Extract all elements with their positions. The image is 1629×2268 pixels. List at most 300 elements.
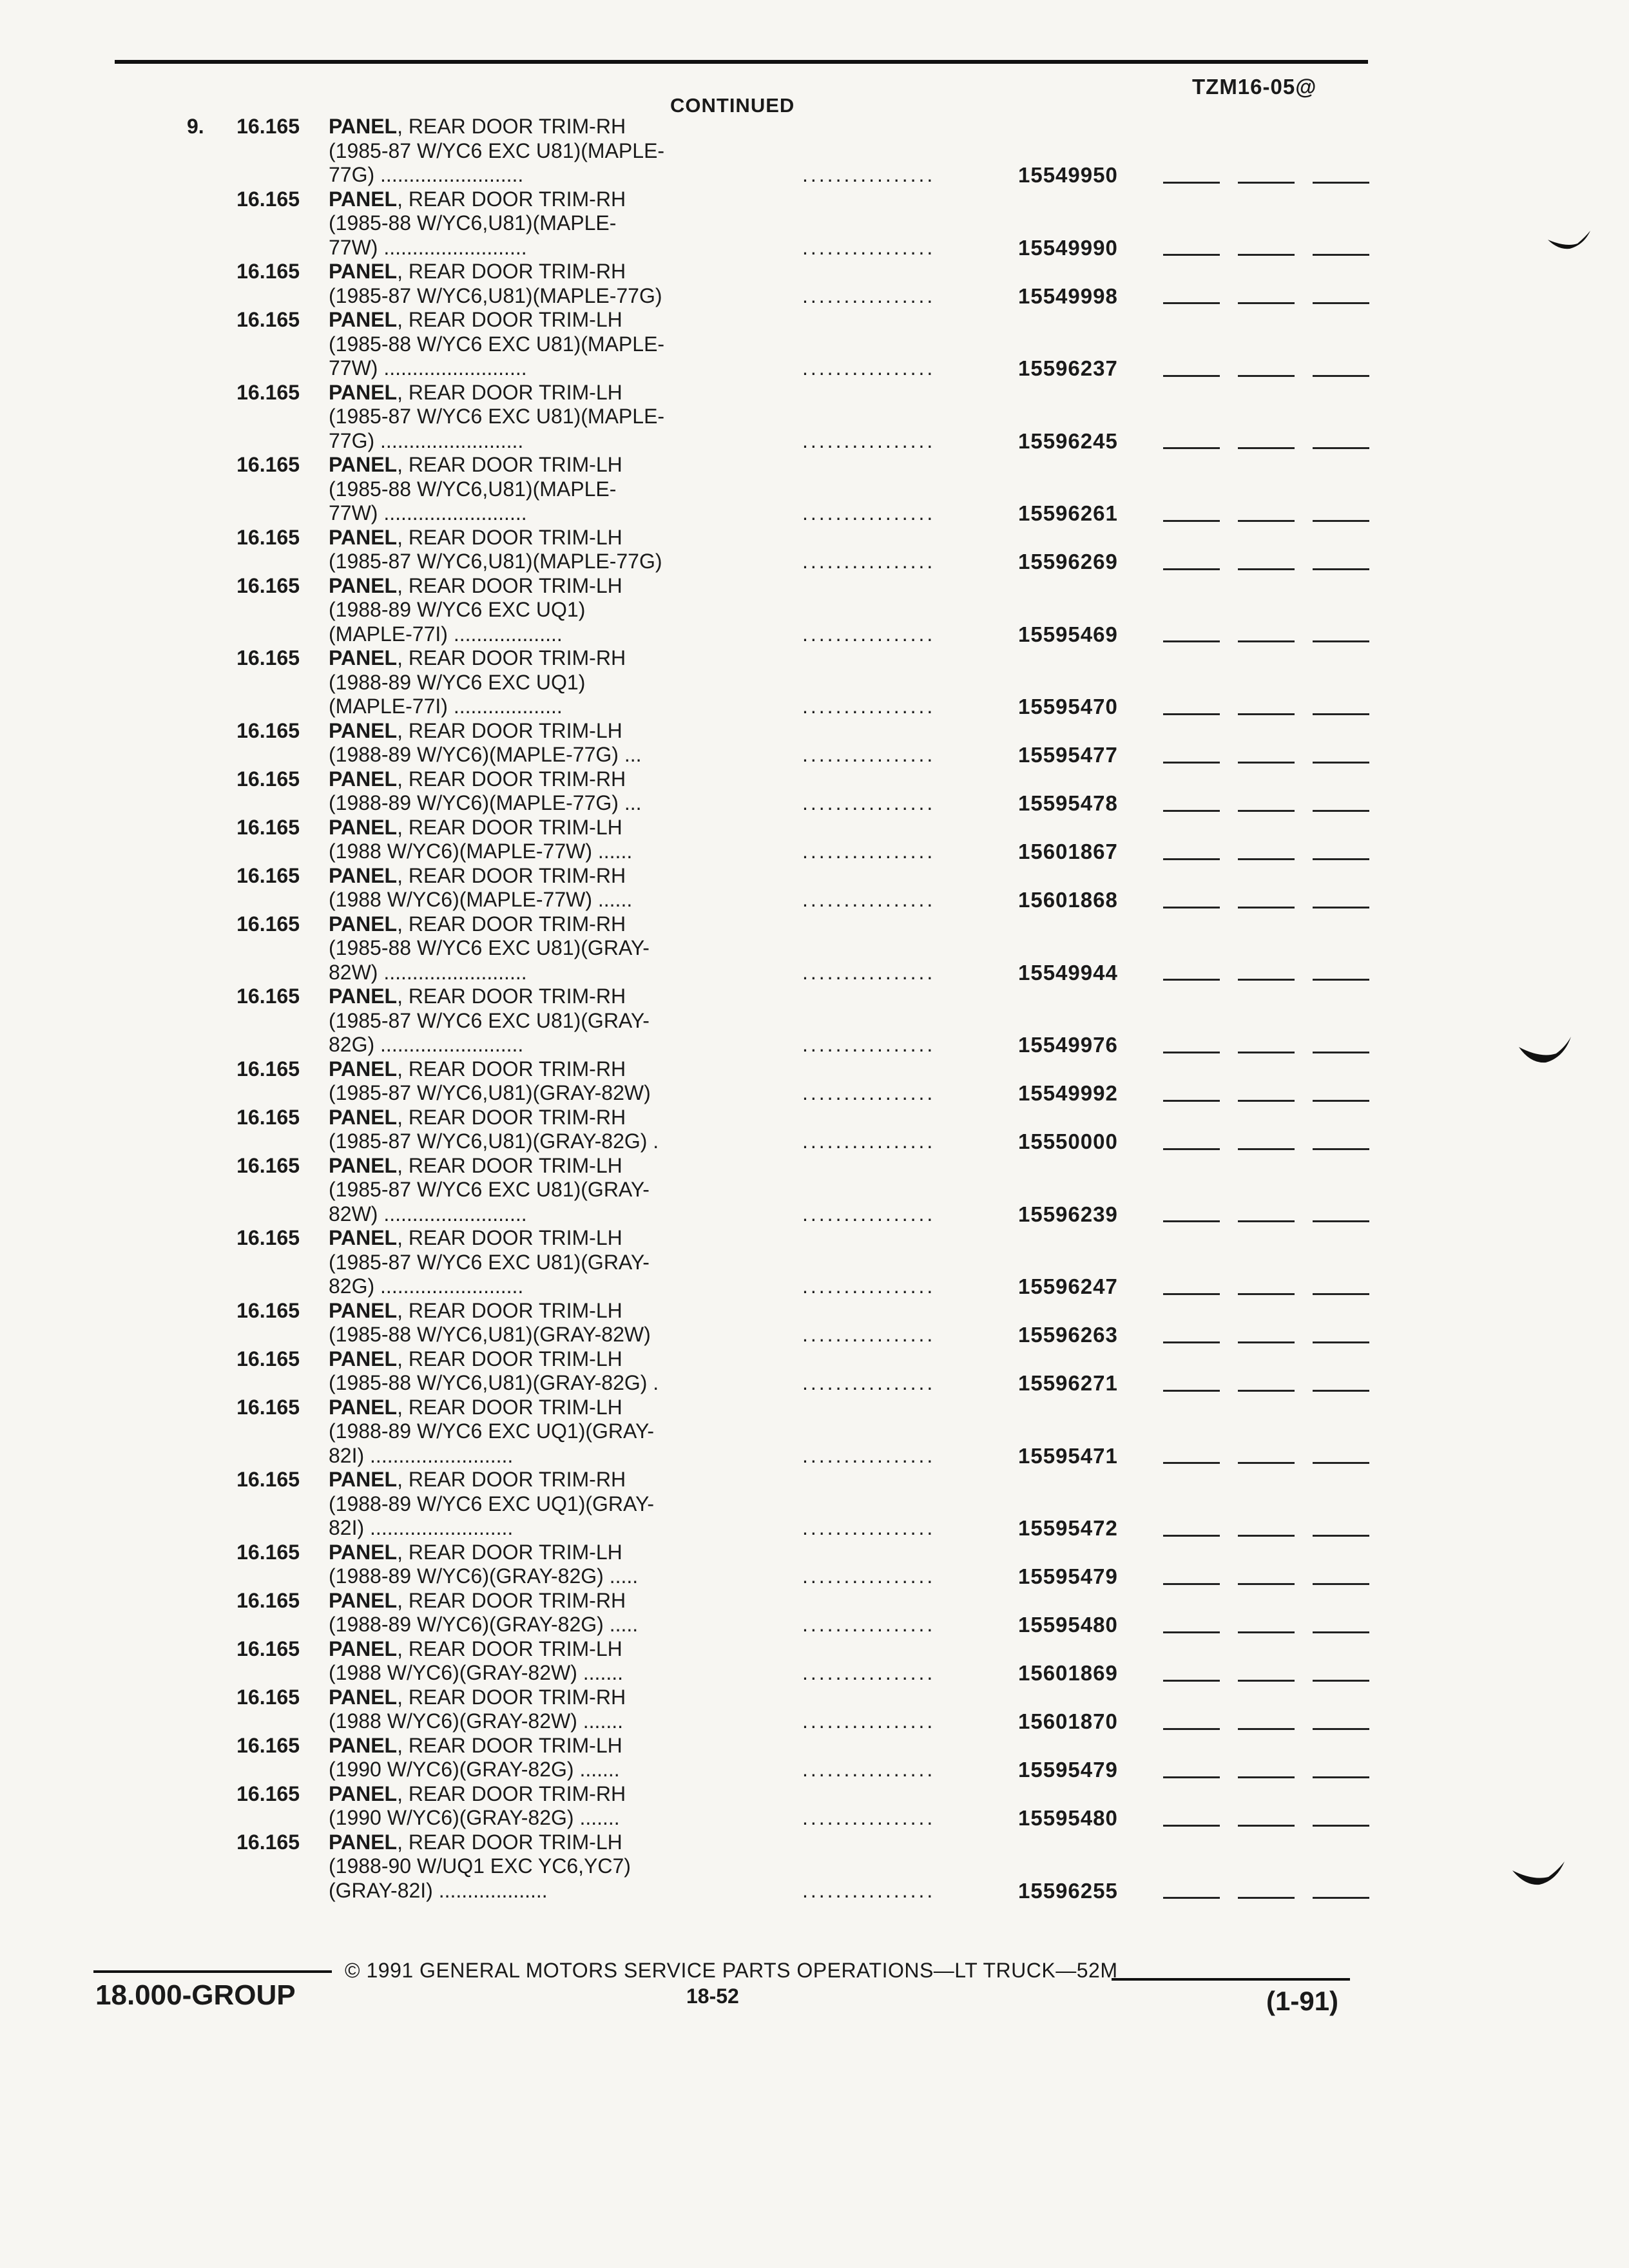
leader-dots: ................ — [802, 1081, 936, 1104]
part-name: PANEL — [329, 863, 398, 887]
part-application-line: 77W) ......................... — [329, 501, 527, 524]
part-title-detail: , REAR DOOR TRIM-LH — [397, 1637, 622, 1660]
blank-columns — [1163, 762, 1369, 764]
leader-dots: ................ — [802, 1613, 936, 1636]
leader-dots: ................ — [802, 1274, 936, 1298]
part-title — [329, 1226, 921, 1251]
blank-line — [1238, 1776, 1295, 1778]
blank-line — [1163, 1897, 1220, 1899]
blank-line — [1313, 1390, 1369, 1392]
part-title — [329, 1589, 921, 1613]
reference-number: 16.165 — [236, 453, 300, 476]
part-application-line: (1985-88 W/YC6 EXC U81)(GRAY- — [329, 936, 650, 959]
part-entry — [187, 1154, 1385, 1227]
reference-number: 16.165 — [236, 815, 300, 839]
leader-dots: ................ — [802, 960, 936, 984]
part-entry — [187, 646, 1385, 719]
blank-line — [1163, 810, 1220, 812]
part-title-detail: , REAR DOOR TRIM-RH — [397, 912, 626, 936]
part-title — [329, 719, 921, 744]
reference-number: 16.165 — [236, 1685, 300, 1709]
part-title-detail: , REAR DOOR TRIM-LH — [397, 1830, 622, 1854]
part-application-line: 82W) ......................... — [329, 960, 527, 984]
blank-line — [1163, 1631, 1220, 1633]
leader-dots: ................ — [802, 356, 936, 380]
check-mark-icon — [1518, 1034, 1572, 1070]
blank-line — [1163, 1583, 1220, 1585]
part-application-line: (1985-88 W/YC6,U81)(MAPLE- — [329, 211, 617, 235]
part-entry — [187, 1686, 1385, 1734]
blank-line — [1313, 858, 1369, 860]
part-number: 15595477 — [1018, 743, 1118, 767]
blank-columns — [1163, 979, 1369, 981]
blank-line — [1238, 713, 1295, 715]
blank-line — [1163, 762, 1220, 764]
reference-number: 16.165 — [236, 1395, 300, 1419]
part-number: 15601868 — [1018, 888, 1118, 912]
part-title-detail: , REAR DOOR TRIM-RH — [397, 115, 626, 138]
blank-line — [1313, 375, 1369, 377]
blank-columns — [1163, 255, 1369, 256]
part-title-detail: , REAR DOOR TRIM-RH — [397, 1685, 626, 1709]
blank-line — [1163, 1390, 1220, 1392]
part-name: PANEL — [329, 1637, 398, 1660]
blank-columns — [1163, 448, 1369, 449]
part-title — [329, 816, 921, 840]
blank-line — [1313, 1728, 1369, 1730]
blank-line — [1163, 640, 1220, 642]
leader-dots: ................ — [802, 1709, 936, 1733]
part-title-detail: , REAR DOOR TRIM-LH — [397, 380, 622, 404]
part-application-line: (1990 W/YC6)(GRAY-82G) ....... — [329, 1758, 620, 1781]
part-name: PANEL — [329, 453, 398, 476]
reference-number: 16.165 — [236, 912, 300, 936]
part-application-line: (1988 W/YC6)(GRAY-82W) ....... — [329, 1661, 623, 1684]
part-application-line: (1988 W/YC6)(MAPLE-77W) ...... — [329, 888, 633, 911]
part-number: 15596269 — [1018, 550, 1118, 573]
blank-line — [1163, 1148, 1220, 1150]
part-number: 15596237 — [1018, 356, 1118, 380]
part-entry — [187, 816, 1385, 864]
blank-line — [1313, 907, 1369, 908]
leader-dots: ................ — [802, 791, 936, 814]
leader-dots: ................ — [802, 501, 936, 524]
blank-line — [1163, 858, 1220, 860]
part-title-detail: , REAR DOOR TRIM-RH — [397, 1057, 626, 1081]
parts-list — [187, 115, 1385, 1903]
blank-line — [1238, 1462, 1295, 1464]
leader-dots: ................ — [802, 235, 936, 259]
part-entry — [187, 1782, 1385, 1831]
blank-columns — [1163, 811, 1369, 812]
part-title — [329, 1782, 921, 1807]
part-title-detail: , REAR DOOR TRIM-RH — [397, 260, 626, 283]
part-title-detail: , REAR DOOR TRIM-RH — [397, 985, 626, 1008]
footer-rule-left — [93, 1970, 332, 1973]
leader-dots: ................ — [802, 1443, 936, 1467]
part-application-line: (1985-87 W/YC6,U81)(GRAY-82W) — [329, 1081, 651, 1104]
part-number: 15601870 — [1018, 1709, 1118, 1733]
reference-number: 16.165 — [236, 1540, 300, 1564]
blank-line — [1313, 1631, 1369, 1633]
part-number: 15601869 — [1018, 1661, 1118, 1685]
part-title-detail: , REAR DOOR TRIM-RH — [397, 1105, 626, 1129]
reference-number: 16.165 — [236, 1733, 300, 1757]
leader-dots: ................ — [802, 1661, 936, 1684]
leader-dots: ................ — [802, 1371, 936, 1394]
part-application-line: (1985-87 W/YC6,U81)(MAPLE-77G) — [329, 550, 662, 573]
part-entry — [187, 1299, 1385, 1347]
part-application-line: 82G) ......................... — [329, 1033, 524, 1056]
part-application-line: (MAPLE-77I) ................... — [329, 622, 563, 646]
blank-line — [1163, 1680, 1220, 1682]
blank-columns — [1163, 1898, 1369, 1899]
part-application-line: (1985-87 W/YC6,U81)(GRAY-82G) . — [329, 1129, 659, 1153]
part-title-detail: , REAR DOOR TRIM-RH — [397, 767, 626, 791]
part-application-line: (1985-87 W/YC6 EXC U81)(MAPLE- — [329, 405, 665, 428]
part-entry — [187, 985, 1385, 1057]
reference-number: 16.165 — [236, 1468, 300, 1491]
part-title — [329, 1396, 921, 1420]
blank-line — [1238, 1293, 1295, 1295]
reference-number: 16.165 — [236, 308, 300, 331]
part-name: PANEL — [329, 912, 398, 936]
part-name: PANEL — [329, 308, 398, 331]
blank-columns — [1163, 1052, 1369, 1053]
part-number: 15595471 — [1018, 1443, 1118, 1468]
part-number: 15595469 — [1018, 622, 1118, 646]
reference-number: 16.165 — [236, 187, 300, 211]
part-entry — [187, 1057, 1385, 1106]
blank-columns — [1163, 303, 1369, 304]
blank-columns — [1163, 1342, 1369, 1343]
part-name: PANEL — [329, 1057, 398, 1081]
part-title — [329, 1686, 921, 1710]
blank-line — [1313, 1100, 1369, 1102]
part-application-line: (1988-90 W/UQ1 EXC YC6,YC7) — [329, 1854, 631, 1878]
item-number: 9. — [187, 115, 204, 138]
part-entry — [187, 1541, 1385, 1589]
footer-rule-right — [1112, 1978, 1350, 1981]
blank-line — [1163, 1825, 1220, 1827]
part-title-detail: , REAR DOOR TRIM-LH — [397, 1540, 622, 1564]
part-entry — [187, 308, 1385, 381]
blank-line — [1313, 640, 1369, 642]
leader-dots: ................ — [802, 1129, 936, 1153]
part-application-line: (1988-89 W/YC6 EXC UQ1)(GRAY- — [329, 1492, 655, 1515]
blank-line — [1313, 1776, 1369, 1778]
part-title — [329, 453, 921, 477]
blank-columns — [1163, 521, 1369, 522]
blank-columns — [1163, 1221, 1369, 1222]
leader-dots: ................ — [802, 428, 936, 452]
part-title-detail: , REAR DOOR TRIM-LH — [397, 308, 622, 331]
blank-line — [1238, 1148, 1295, 1150]
part-name: PANEL — [329, 767, 398, 791]
blank-line — [1313, 1148, 1369, 1150]
part-title-detail: , REAR DOOR TRIM-RH — [397, 1782, 626, 1805]
blank-line — [1163, 1462, 1220, 1464]
part-number: 15550000 — [1018, 1129, 1118, 1153]
part-title-detail: , REAR DOOR TRIM-LH — [397, 1298, 622, 1322]
part-title — [329, 1468, 921, 1492]
part-entry — [187, 1734, 1385, 1782]
part-entry — [187, 526, 1385, 574]
part-title-detail: , REAR DOOR TRIM-LH — [397, 573, 622, 597]
part-application-line: (1988 W/YC6)(MAPLE-77W) ...... — [329, 840, 633, 863]
leader-dots: ................ — [802, 1033, 936, 1056]
blank-columns — [1163, 714, 1369, 715]
reference-number: 16.165 — [236, 573, 300, 597]
part-title — [329, 1299, 921, 1323]
leader-dots: ................ — [802, 1564, 936, 1588]
blank-columns — [1163, 1463, 1369, 1464]
blank-line — [1238, 182, 1295, 184]
reference-number: 16.165 — [236, 1588, 300, 1612]
part-number: 15549944 — [1018, 960, 1118, 985]
blank-line — [1313, 254, 1369, 256]
blank-line — [1313, 302, 1369, 304]
blank-line — [1313, 182, 1369, 184]
part-title-detail: , REAR DOOR TRIM-LH — [397, 1733, 622, 1757]
blank-line — [1313, 1825, 1369, 1827]
blank-line — [1313, 1680, 1369, 1682]
reference-number: 16.165 — [236, 985, 300, 1008]
part-title-detail: , REAR DOOR TRIM-LH — [397, 525, 622, 549]
blank-line — [1163, 1341, 1220, 1343]
part-application-line: (1985-87 W/YC6 EXC U81)(GRAY- — [329, 1178, 650, 1201]
blank-line — [1163, 1220, 1220, 1222]
part-entry — [187, 574, 1385, 647]
part-name: PANEL — [329, 1468, 398, 1491]
part-name: PANEL — [329, 187, 398, 211]
blank-columns — [1163, 1729, 1369, 1730]
part-title-detail: , REAR DOOR TRIM-RH — [397, 1588, 626, 1612]
part-application-line: (1988-89 W/YC6)(GRAY-82G) ..... — [329, 1613, 639, 1636]
blank-columns — [1163, 1632, 1369, 1633]
reference-number: 16.165 — [236, 1347, 300, 1370]
blank-line — [1313, 447, 1369, 449]
reference-number: 16.165 — [236, 525, 300, 549]
blank-columns — [1163, 1777, 1369, 1778]
part-number: 15595478 — [1018, 791, 1118, 815]
part-entry — [187, 453, 1385, 526]
part-number: 15549998 — [1018, 284, 1118, 308]
blank-columns — [1163, 1149, 1369, 1150]
blank-line — [1163, 1535, 1220, 1537]
part-title — [329, 574, 921, 599]
part-entry — [187, 1396, 1385, 1468]
blank-line — [1163, 302, 1220, 304]
blank-columns — [1163, 859, 1369, 860]
part-application-line: (1985-88 W/YC6,U81)(GRAY-82W) — [329, 1323, 651, 1346]
part-name: PANEL — [329, 1347, 398, 1370]
part-application-line: 77W) ......................... — [329, 356, 527, 380]
blank-columns — [1163, 1100, 1369, 1102]
part-title — [329, 115, 921, 139]
blank-line — [1238, 979, 1295, 981]
blank-line — [1238, 1825, 1295, 1827]
part-title — [329, 1831, 921, 1855]
blank-line — [1238, 858, 1295, 860]
part-title-detail: , REAR DOOR TRIM-LH — [397, 718, 622, 742]
part-title-detail: , REAR DOOR TRIM-RH — [397, 646, 626, 669]
part-name: PANEL — [329, 815, 398, 839]
leader-dots: ................ — [802, 695, 936, 718]
part-application-line: 77G) ......................... — [329, 428, 524, 452]
part-application-line: (1985-88 W/YC6,U81)(MAPLE- — [329, 477, 617, 501]
part-application-line: 82I) ......................... — [329, 1516, 514, 1539]
part-number: 15601867 — [1018, 840, 1118, 863]
part-application-line: (1988-89 W/YC6)(GRAY-82G) ..... — [329, 1564, 639, 1588]
blank-line — [1163, 447, 1220, 449]
blank-line — [1163, 568, 1220, 570]
blank-columns — [1163, 376, 1369, 377]
part-entry — [187, 767, 1385, 816]
part-title — [329, 985, 921, 1009]
blank-line — [1163, 1100, 1220, 1102]
reference-number: 16.165 — [236, 1298, 300, 1322]
leader-dots: ................ — [802, 1202, 936, 1225]
blank-line — [1238, 810, 1295, 812]
part-entry — [187, 1468, 1385, 1541]
blank-line — [1313, 1462, 1369, 1464]
part-application-line: (1985-87 W/YC6 EXC U81)(GRAY- — [329, 1250, 650, 1274]
part-number: 15549950 — [1018, 163, 1118, 187]
blank-line — [1238, 1680, 1295, 1682]
part-number: 15595479 — [1018, 1564, 1118, 1588]
part-name: PANEL — [329, 718, 398, 742]
footer-copyright: © 1991 GENERAL MOTORS SERVICE PARTS OPERATIONS—LT TRUCK—52M — [345, 1959, 1118, 1982]
part-entry — [187, 115, 1385, 187]
blank-line — [1238, 1100, 1295, 1102]
part-title-detail: , REAR DOOR TRIM-LH — [397, 453, 622, 476]
reference-number: 16.165 — [236, 1226, 300, 1249]
part-title — [329, 1541, 921, 1565]
part-title — [329, 187, 921, 212]
part-application-line: (1988 W/YC6)(GRAY-82W) ....... — [329, 1709, 623, 1733]
blank-columns — [1163, 907, 1369, 908]
part-title — [329, 381, 921, 405]
part-name: PANEL — [329, 1588, 398, 1612]
reference-number: 16.165 — [236, 646, 300, 669]
part-number: 15596247 — [1018, 1274, 1118, 1298]
part-title — [329, 1106, 921, 1130]
blank-line — [1313, 1052, 1369, 1053]
reference-number: 16.165 — [236, 1637, 300, 1660]
blank-line — [1163, 1052, 1220, 1053]
part-title-detail: , REAR DOOR TRIM-LH — [397, 1395, 622, 1419]
part-application-line: (GRAY-82I) ................... — [329, 1878, 548, 1902]
part-title — [329, 1637, 921, 1662]
reference-number: 16.165 — [236, 1057, 300, 1081]
blank-line — [1313, 762, 1369, 764]
part-application-line: (MAPLE-77I) ................... — [329, 695, 563, 718]
part-number: 15595470 — [1018, 695, 1118, 718]
blank-line — [1163, 1293, 1220, 1295]
part-number: 15595480 — [1018, 1806, 1118, 1830]
blank-line — [1238, 302, 1295, 304]
part-title-detail: , REAR DOOR TRIM-LH — [397, 1347, 622, 1370]
blank-line — [1163, 1728, 1220, 1730]
part-name: PANEL — [329, 1395, 398, 1419]
reference-number: 16.165 — [236, 260, 300, 283]
blank-line — [1238, 1728, 1295, 1730]
blank-line — [1238, 447, 1295, 449]
part-name: PANEL — [329, 1105, 398, 1129]
blank-line — [1238, 1631, 1295, 1633]
leader-dots: ................ — [802, 1516, 936, 1539]
reference-number: 16.165 — [236, 1830, 300, 1854]
part-number: 15596261 — [1018, 501, 1118, 525]
blank-line — [1313, 1341, 1369, 1343]
check-mark-icon — [1547, 226, 1592, 258]
part-entry — [187, 381, 1385, 454]
part-name: PANEL — [329, 525, 398, 549]
part-title-detail: , REAR DOOR TRIM-LH — [397, 1153, 622, 1177]
reference-number: 16.165 — [236, 1153, 300, 1177]
blank-columns — [1163, 1825, 1369, 1827]
leader-dots: ................ — [802, 1878, 936, 1902]
blank-line — [1313, 1897, 1369, 1899]
blank-line — [1238, 1341, 1295, 1343]
blank-line — [1163, 375, 1220, 377]
check-mark-icon — [1511, 1859, 1566, 1891]
blank-line — [1238, 520, 1295, 522]
part-title — [329, 260, 921, 284]
blank-columns — [1163, 1390, 1369, 1392]
part-name: PANEL — [329, 260, 398, 283]
reference-number: 16.165 — [236, 1782, 300, 1805]
part-application-line: (1985-87 W/YC6 EXC U81)(GRAY- — [329, 1008, 650, 1032]
part-number: 15549976 — [1018, 1033, 1118, 1057]
part-name: PANEL — [329, 1685, 398, 1709]
part-title-detail: , REAR DOOR TRIM-LH — [397, 1226, 622, 1249]
document-code: TZM16-05@ — [1192, 75, 1317, 99]
reference-number: 16.165 — [236, 380, 300, 404]
part-entry — [187, 1589, 1385, 1637]
part-name: PANEL — [329, 1733, 398, 1757]
blank-columns — [1163, 1535, 1369, 1537]
part-title-detail: , REAR DOOR TRIM-RH — [397, 1468, 626, 1491]
blank-line — [1238, 1897, 1295, 1899]
part-name: PANEL — [329, 1153, 398, 1177]
part-number: 15595480 — [1018, 1613, 1118, 1637]
part-name: PANEL — [329, 1830, 398, 1854]
part-title — [329, 1057, 921, 1082]
leader-dots: ................ — [802, 1323, 936, 1346]
blank-line — [1238, 1220, 1295, 1222]
part-number: 15595472 — [1018, 1516, 1118, 1540]
part-title — [329, 864, 921, 889]
blank-columns — [1163, 182, 1369, 184]
blank-line — [1163, 907, 1220, 908]
blank-line — [1313, 810, 1369, 812]
part-application-line: (1988-89 W/YC6 EXC UQ1)(GRAY- — [329, 1419, 655, 1443]
blank-line — [1313, 1293, 1369, 1295]
blank-columns — [1163, 1294, 1369, 1295]
blank-line — [1163, 182, 1220, 184]
part-application-line: (1988-89 W/YC6 EXC UQ1) — [329, 670, 586, 694]
part-title — [329, 308, 921, 332]
leader-dots: ................ — [802, 888, 936, 911]
blank-line — [1313, 979, 1369, 981]
blank-line — [1313, 1220, 1369, 1222]
blank-line — [1163, 1776, 1220, 1778]
part-application-line: (1990 W/YC6)(GRAY-82G) ....... — [329, 1806, 620, 1829]
part-application-line: (1985-87 W/YC6 EXC U81)(MAPLE- — [329, 139, 665, 162]
part-name: PANEL — [329, 1226, 398, 1249]
